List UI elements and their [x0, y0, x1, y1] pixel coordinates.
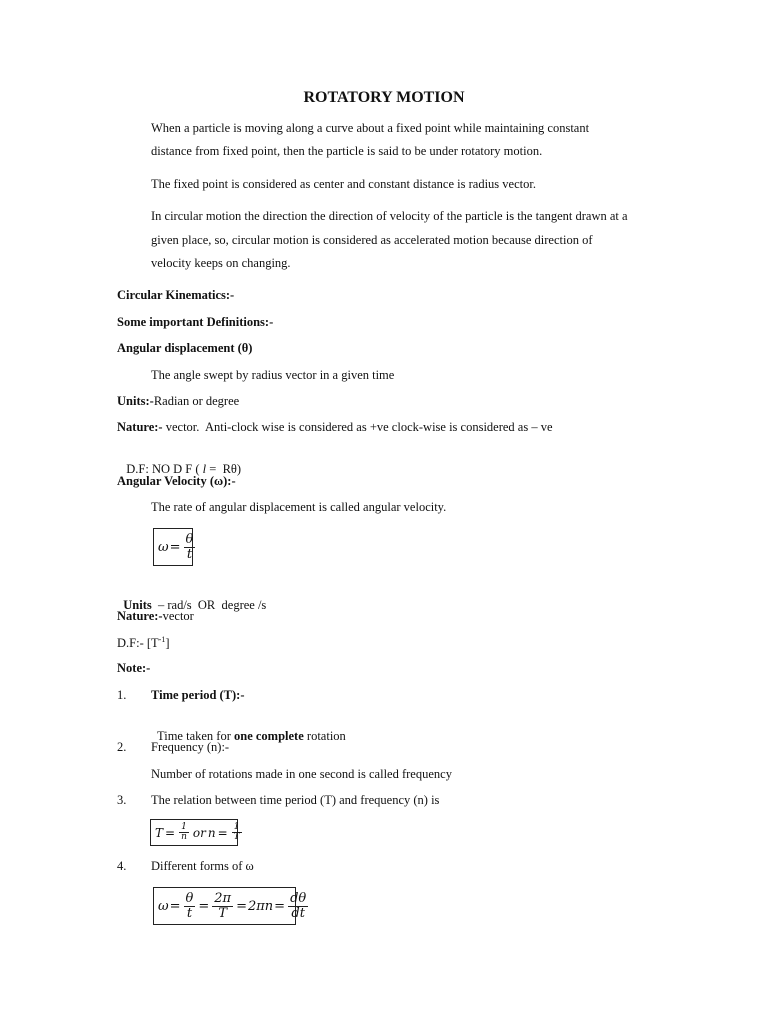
df-l-symbol: l [202, 462, 207, 476]
angular-displacement-heading: Angular displacement (θ) [117, 341, 253, 355]
period-frequency-formula-box [150, 819, 238, 846]
omega-symbol: ω [158, 898, 169, 914]
definitions-heading: Some important Definitions:- [117, 315, 274, 329]
note-item-1-title: Time period (T):- [151, 688, 245, 702]
note-item-2-number: 2. [117, 740, 127, 754]
note-item-3-number: 3. [117, 793, 127, 807]
note-item-3-title: The relation between time period (T) and frequency (n) is [151, 793, 440, 807]
note-item-4-number: 4. [117, 859, 127, 873]
page-title: ROTATORY MOTION [303, 89, 465, 106]
intro-p3-line2: given place, so, circular motion is considered as accelerated motion because direction of [151, 233, 593, 247]
units-label: Units [123, 598, 152, 612]
fraction-numerator: 1 [233, 821, 240, 832]
nature-value: vector [162, 609, 194, 623]
two-pi-over-T-fraction [212, 892, 233, 920]
fraction-numerator: θ [185, 890, 194, 906]
intro-p2: The fixed point is considered as center and constant distance is radius vector. [151, 177, 536, 191]
fraction-denominator: T [218, 905, 227, 921]
angular-velocity-df [117, 635, 170, 651]
units-value: Radian or degree [153, 394, 240, 408]
note-item-2-title: Frequency (n):- [151, 740, 230, 754]
equals-sign-1: = [165, 825, 176, 840]
angular-displacement-df [120, 447, 241, 477]
df-suffix: ] [165, 636, 170, 651]
equals-sign: = [169, 898, 181, 914]
theta-over-t-fraction [184, 533, 196, 561]
T-symbol: T [155, 825, 164, 840]
equals-sign: = [169, 539, 181, 555]
note-heading: Note:- [117, 661, 151, 675]
intro-p1-line1: When a particle is moving along a curve about a fixed point while maintaining constant [151, 121, 590, 135]
angular-velocity-formula-box [153, 528, 193, 566]
two-pi-n-term: 2πn [247, 898, 274, 914]
fraction-denominator: t [186, 905, 193, 921]
note-item-2-description: Number of rotations made in one second is called frequency [151, 767, 452, 781]
equals-sign-2: = [217, 825, 228, 840]
df-prefix: D.F: NO D F ( [126, 462, 203, 476]
desc-pre: Time taken for [157, 729, 234, 743]
theta-over-t-fraction [184, 892, 196, 920]
n-symbol: n [207, 825, 216, 840]
units-value: – rad/s OR degree /s [151, 598, 267, 612]
omega-symbol: ω [158, 539, 169, 555]
fraction-denominator: t [186, 546, 193, 562]
fraction-denominator: n [181, 832, 187, 842]
nature-label: Nature:- [117, 609, 163, 623]
desc-post: rotation [303, 729, 346, 743]
angular-displacement-units [117, 394, 239, 409]
or-word: or [192, 825, 206, 840]
intro-p3-line3: velocity keeps on changing. [151, 256, 291, 270]
intro-p1-line2: distance from fixed point, then the particle is said to be under rotatory motion. [151, 144, 543, 158]
df-suffix: = Rθ) [206, 462, 242, 476]
fraction-numerator: θ [185, 531, 194, 547]
desc-bold: one complete [234, 729, 304, 743]
units-label: Units:- [117, 394, 154, 408]
equals-sign: = [274, 898, 286, 914]
dtheta-over-dt-fraction [288, 892, 308, 920]
fraction-numerator: dθ [290, 890, 307, 906]
df-superscript: -1 [158, 635, 166, 644]
note-item-1-number: 1. [117, 688, 127, 702]
nature-value: vector. Anti-clock wise is considered as +ve clock-wise is considered as – ve [162, 420, 553, 434]
nature-label: Nature:- [117, 420, 163, 434]
circular-kinematics-heading: Circular Kinematics:- [117, 288, 235, 302]
angular-velocity-heading: Angular Velocity (ω):- [117, 474, 236, 488]
fraction-numerator: 1 [181, 821, 187, 832]
fraction-denominator: T [233, 832, 240, 842]
df-prefix: D.F:- [T [117, 636, 159, 651]
fraction-denominator: dt [291, 905, 305, 921]
angular-displacement-nature [117, 420, 553, 435]
intro-p3-line1: In circular motion the direction the direction of velocity of the particle is the tangent drawn at a [151, 209, 628, 223]
equals-sign: = [236, 898, 247, 914]
one-over-n-fraction [179, 823, 189, 843]
one-over-T-fraction [232, 823, 242, 843]
fraction-numerator: 2π [214, 890, 232, 906]
angular-displacement-definition: The angle swept by radius vector in a given time [151, 368, 395, 382]
equals-sign: = [198, 898, 210, 914]
angular-velocity-definition: The rate of angular displacement is called angular velocity. [151, 500, 447, 514]
angular-velocity-nature [117, 609, 194, 624]
note-item-4-title: Different forms of ω [151, 859, 254, 873]
